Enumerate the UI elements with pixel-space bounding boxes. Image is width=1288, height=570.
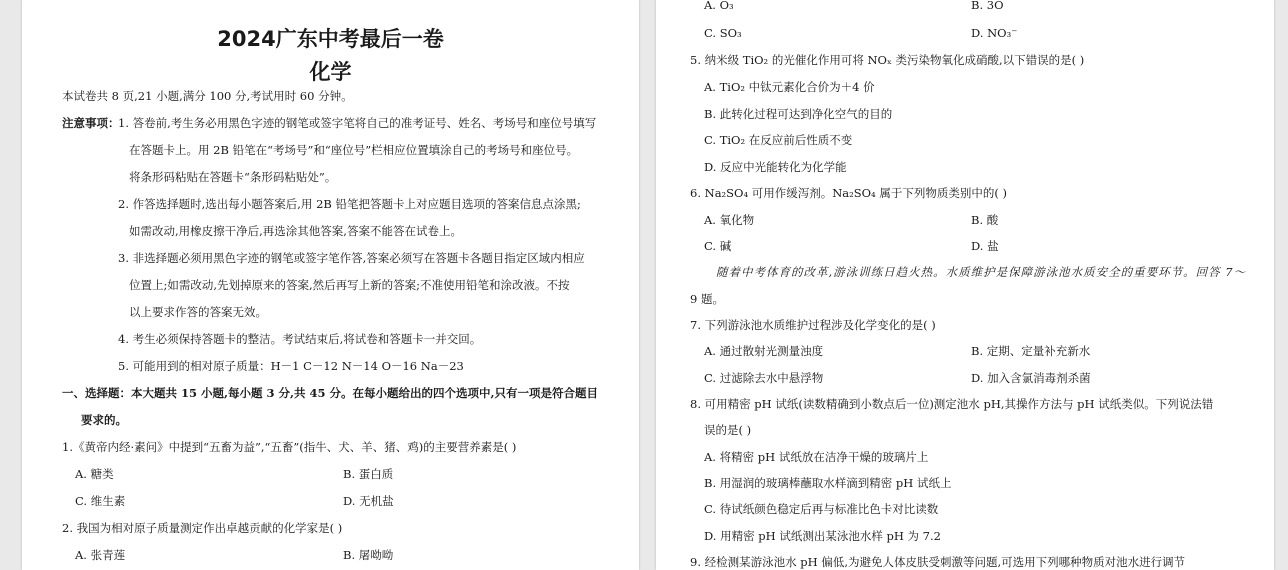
section-1-heading-line-1: 一、选择题：本大题共 15 小题,每小题 3 分,共 45 分。在每小题给出的四个选项中,只有一项是符合题目 (62, 386, 599, 400)
notice-3-line-1: 3. 非选择题必须用黑色字迹的钢笔或签字笔作答,答案必须写在答题卡各题目指定区域内相应 (118, 251, 585, 265)
passage-line-1: 随着中考体育的改革,游泳训练日趋火热。水质维护是保障游泳池水质安全的重要环节。回答 7～ (716, 265, 1247, 279)
question-9-line-1: 9. 经检测某游泳池水 pH 偏低,为避免人体皮肤受刺激等问题,可选用下列哪种物质对池水进行调节 (690, 555, 1186, 569)
question-2-option-a: A. 张青莲 (75, 548, 126, 562)
notice-3-line-3: 以上要求作答的答案无效。 (129, 305, 267, 319)
notice-label: 注意事项： (62, 116, 120, 130)
notice-1-line-2: 在答题卡上。用 2B 铅笔在“考场号”和“座位号”栏相应位置填涂自己的考场号和座位号。 (129, 143, 579, 157)
question-5-option-a: A. TiO₂ 中钛元素化合价为＋4 价 (704, 80, 875, 94)
notice-4: 4. 考生必须保持答题卡的整洁。考试结束后,将试卷和答题卡一并交回。 (118, 332, 482, 346)
question-1-option-c: C. 维生素 (75, 494, 126, 508)
exam-page-right (656, 0, 1274, 570)
notice-2-line-1: 2. 作答选择题时,选出每小题答案后,用 2B 铅笔把答题卡上对应题目选项的答案信息点涂黑; (118, 197, 581, 211)
exam-page-left (22, 0, 639, 570)
notice-1-line-1: 1. 答卷前,考生务必用黑色字迹的钢笔或签字笔将自己的准考证号、姓名、考场号和座位号填写 (118, 116, 597, 130)
question-4-option-c: C. SO₃ (704, 26, 742, 40)
question-5-option-d: D. 反应中光能转化为化学能 (704, 160, 847, 174)
notice-2-line-2: 如需改动,用橡皮擦干净后,再选涂其他答案,答案不能答在试卷上。 (129, 224, 462, 238)
question-7-option-b: B. 定期、定量补充新水 (971, 344, 1091, 358)
notice-5: 5. 可能用到的相对原子质量：H－1 C－12 N－14 O－16 Na－23 (118, 359, 464, 373)
exam-subject: 化学 (309, 60, 352, 84)
notice-1-line-3: 将条形码粘贴在答题卡“条形码粘贴处”。 (129, 170, 337, 184)
question-5-option-b: B. 此转化过程可达到净化空气的目的 (704, 107, 893, 121)
question-6: 6. Na₂SO₄ 可用作缓泻剂。Na₂SO₄ 属于下列物质类别中的( ) (690, 186, 1007, 200)
question-1-option-b: B. 蛋白质 (343, 467, 394, 481)
question-8-line-1: 8. 可用精密 pH 试纸(读数精确到小数点后一位)测定池水 pH,其操作方法与 pH 试纸类似。下列说法错 (690, 397, 1214, 411)
question-8-line-2: 误的是( ) (704, 423, 752, 437)
question-4-option-a: A. O₃ (704, 0, 734, 12)
question-6-option-c: C. 碱 (704, 239, 732, 253)
question-7-option-a: A. 通过散射光测量浊度 (704, 344, 824, 358)
question-4-option-b: B. 3O (971, 0, 1004, 12)
question-2: 2. 我国为相对原子质量测定作出卓越贡献的化学家是( ) (62, 521, 343, 535)
question-8-option-d: D. 用精密 pH 试纸测出某泳池水样 pH 为 7.2 (704, 529, 941, 543)
question-8-option-b: B. 用湿润的玻璃棒蘸取水样滴到精密 pH 试纸上 (704, 476, 952, 490)
question-6-option-d: D. 盐 (971, 239, 999, 253)
question-4-option-d: D. NO₃⁻ (971, 26, 1018, 40)
section-1-heading-line-2: 要求的。 (81, 413, 127, 427)
question-6-option-a: A. 氧化物 (704, 213, 755, 227)
question-7-option-c: C. 过滤除去水中悬浮物 (704, 371, 824, 385)
question-1: 1.《黄帝内经·素问》中提到“五畜为益”,“五畜”(指牛、犬、羊、猪、鸡)的主要营养素是( ) (62, 440, 517, 454)
question-5: 5. 纳米级 TiO₂ 的光催化作用可将 NOₓ 类污染物氧化成硝酸,以下错误的是( ) (690, 53, 1085, 67)
notice-3-line-2: 位置上;如需改动,先划掉原来的答案,然后再写上新的答案;不准使用铅笔和涂改液。不按 (129, 278, 570, 292)
question-7-option-d: D. 加入含氯消毒剂杀菌 (971, 371, 1091, 385)
passage-line-2: 9 题。 (690, 292, 724, 306)
question-5-option-c: C. TiO₂ 在反应前后性质不变 (704, 133, 853, 147)
question-7: 7. 下列游泳池水质维护过程涉及化学变化的是( ) (690, 318, 936, 332)
header-logo-fragment (62, 0, 142, 4)
question-8-option-a: A. 将精密 pH 试纸放在洁净干燥的玻璃片上 (704, 450, 929, 464)
question-6-option-b: B. 酸 (971, 213, 999, 227)
question-1-option-a: A. 糖类 (75, 467, 114, 481)
question-8-option-c: C. 待试纸颜色稳定后再与标准比色卡对比读数 (704, 502, 939, 516)
exam-title: 2024广东中考最后一卷 (217, 27, 444, 51)
exam-intro: 本试卷共 8 页,21 小题,满分 100 分,考试用时 60 分钟。 (62, 89, 353, 103)
question-2-option-b: B. 屠呦呦 (343, 548, 394, 562)
question-1-option-d: D. 无机盐 (343, 494, 394, 508)
